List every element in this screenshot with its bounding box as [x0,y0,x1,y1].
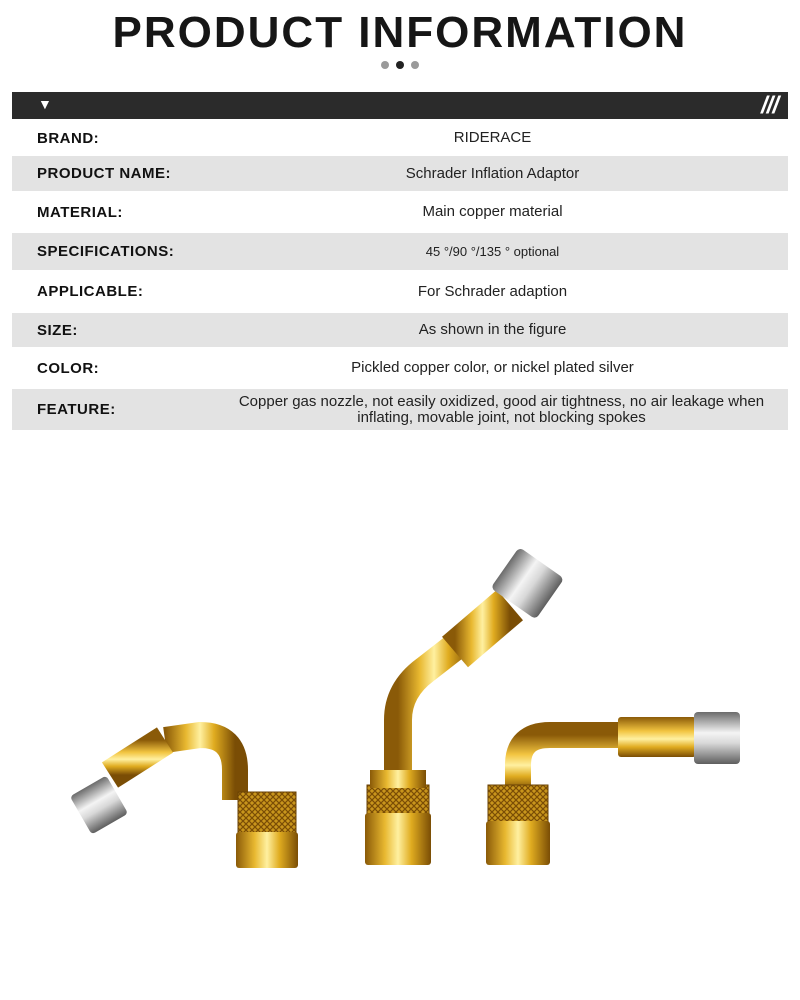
row-applicable [12,270,788,313]
row-size [12,313,788,347]
section-bar [12,92,788,119]
dot-2 [396,61,404,69]
row-feature [12,389,788,430]
slashes-decoration: /// [760,92,778,119]
feature-label: FEATURE: [37,401,116,418]
product-name-label: PRODUCT NAME: [37,165,171,182]
row-color [12,347,788,389]
adaptor-90-right [486,712,740,865]
applicable-label: APPLICABLE: [37,283,144,300]
row-specifications [12,233,788,270]
page-title: PRODUCT INFORMATION [112,8,688,57]
material-label: MATERIAL: [37,203,123,221]
size-label: SIZE: [37,321,78,339]
brand-value: RIDERACE [453,129,532,146]
feature-value: Copper gas nozzle, not easily oxidized, good air tightness, no air leakage when inflating, movable joint, not blocking spokes [238,392,765,426]
carousel-dots [0,61,800,69]
applicable-value: For Schrader adaption [417,282,568,300]
specifications-label: SPECIFICATIONS: [37,243,175,260]
size-value: As shown in the figure [418,321,567,338]
brand-label: BRAND: [37,129,100,147]
adaptor-90-left [70,735,298,868]
material-value: Main copper material [422,203,563,220]
product-name-value: Schrader Inflation Adaptor [405,164,580,182]
product-photo [0,440,800,1000]
dot-1 [381,61,389,69]
color-value: Pickled copper color, or nickel plated silver [351,359,634,376]
row-material [12,191,788,233]
row-product-name [12,156,788,191]
product-info-table [12,120,788,430]
triangle-down-icon: ▼ [38,96,52,112]
dot-3 [411,61,419,69]
color-label: COLOR: [37,359,100,377]
specifications-value: 45 °/90 °/135 ° optional [425,243,560,259]
row-brand [12,120,788,156]
